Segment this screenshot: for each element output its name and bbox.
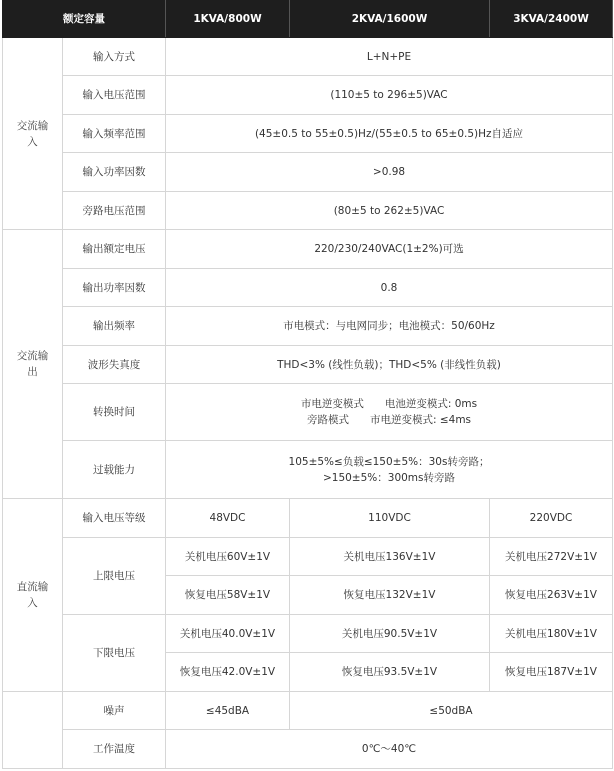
- group-dc-input: 直流输 入: [3, 499, 63, 692]
- param-label: 工作温度: [63, 730, 166, 769]
- param-value: THD<3% (线性负载)；THD<5% (非线性负载): [166, 346, 613, 384]
- param-value: 220/230/240VAC(1±2%)可选: [166, 230, 613, 269]
- param-label: 过载能力: [63, 441, 166, 499]
- param-value: 关机电压60V±1V: [166, 538, 290, 576]
- transfer-line-2: 旁路模式 市电逆变模式: ≤4ms: [306, 414, 472, 426]
- param-value: 关机电压180V±1V: [490, 615, 613, 653]
- overload-line-1: 105±5%≤负载≤150±5%：30s转旁路；: [288, 455, 490, 468]
- table-row: [3, 38, 613, 76]
- param-value: 恢复电压132V±1V: [290, 576, 490, 615]
- param-value: 恢复电压187V±1V: [490, 653, 613, 692]
- table-row: [3, 441, 613, 499]
- table-row: [3, 76, 613, 115]
- param-value: 市电模式：与电网同步；电池模式：50/60Hz: [166, 307, 613, 346]
- param-label: 噪声: [63, 692, 166, 730]
- param-value: 关机电压272V±1V: [490, 538, 613, 576]
- param-value: ≤45dBA: [166, 692, 290, 730]
- group-ac-output: 交流输 出: [3, 230, 63, 499]
- table-row: [3, 307, 613, 346]
- param-label: 上限电压: [63, 538, 166, 615]
- param-value: L+N+PE: [166, 38, 613, 76]
- param-label: 转换时间: [63, 384, 166, 441]
- spec-table: [2, 0, 613, 769]
- param-value: 关机电压136V±1V: [290, 538, 490, 576]
- table-row: [3, 153, 613, 192]
- header-1kva: 1KVA/800W: [166, 1, 290, 38]
- overload-line-2: >150±5%：300ms转旁路: [322, 471, 456, 484]
- header-3kva: 3KVA/2400W: [490, 1, 613, 38]
- param-value: 恢复电压93.5V±1V: [290, 653, 490, 692]
- param-value: >0.98: [166, 153, 613, 192]
- param-label: 输入频率范围: [63, 115, 166, 153]
- table-row: [3, 692, 613, 730]
- group-other: [3, 692, 63, 769]
- param-value: [166, 441, 613, 499]
- table-row: [3, 115, 613, 153]
- param-value: [166, 384, 613, 441]
- param-value: 关机电压40.0V±1V: [166, 615, 290, 653]
- param-label: 波形失真度: [63, 346, 166, 384]
- param-value: 恢复电压58V±1V: [166, 576, 290, 615]
- param-label: 输入电压等级: [63, 499, 166, 538]
- table-row: [3, 730, 613, 769]
- header-row: [3, 1, 613, 38]
- param-label: 下限电压: [63, 615, 166, 692]
- header-2kva: 2KVA/1600W: [290, 1, 490, 38]
- param-value: 0℃～40℃: [166, 730, 613, 769]
- table-row: [3, 384, 613, 441]
- param-value: 0.8: [166, 269, 613, 307]
- param-value: 110VDC: [290, 499, 490, 538]
- param-value: 48VDC: [166, 499, 290, 538]
- param-value: ≤50dBA: [290, 692, 613, 730]
- param-value: (80±5 to 262±5)VAC: [166, 192, 613, 230]
- param-label: 输入功率因数: [63, 153, 166, 192]
- table-row: [3, 615, 613, 653]
- param-label: 输出功率因数: [63, 269, 166, 307]
- transfer-line-1: 市电逆变模式 电池逆变模式: 0ms: [300, 398, 478, 410]
- param-value: 恢复电压263V±1V: [490, 576, 613, 615]
- param-label: 输出额定电压: [63, 230, 166, 269]
- param-label: 输入电压范围: [63, 76, 166, 115]
- param-value: 220VDC: [490, 499, 613, 538]
- table-row: [3, 346, 613, 384]
- table-row: [3, 499, 613, 538]
- param-label: 旁路电压范围: [63, 192, 166, 230]
- table-row: [3, 269, 613, 307]
- table-row: [3, 230, 613, 269]
- header-rated-capacity: 额定容量: [3, 1, 166, 38]
- param-label: 输入方式: [63, 38, 166, 76]
- table-row: [3, 538, 613, 576]
- param-value: 关机电压90.5V±1V: [290, 615, 490, 653]
- param-value: 恢复电压42.0V±1V: [166, 653, 290, 692]
- table-row: [3, 192, 613, 230]
- param-label: 输出频率: [63, 307, 166, 346]
- param-value: (45±0.5 to 55±0.5)Hz/(55±0.5 to 65±0.5)Hz自适应: [166, 115, 613, 153]
- group-ac-input: 交流输 入: [3, 38, 63, 230]
- param-value: (110±5 to 296±5)VAC: [166, 76, 613, 115]
